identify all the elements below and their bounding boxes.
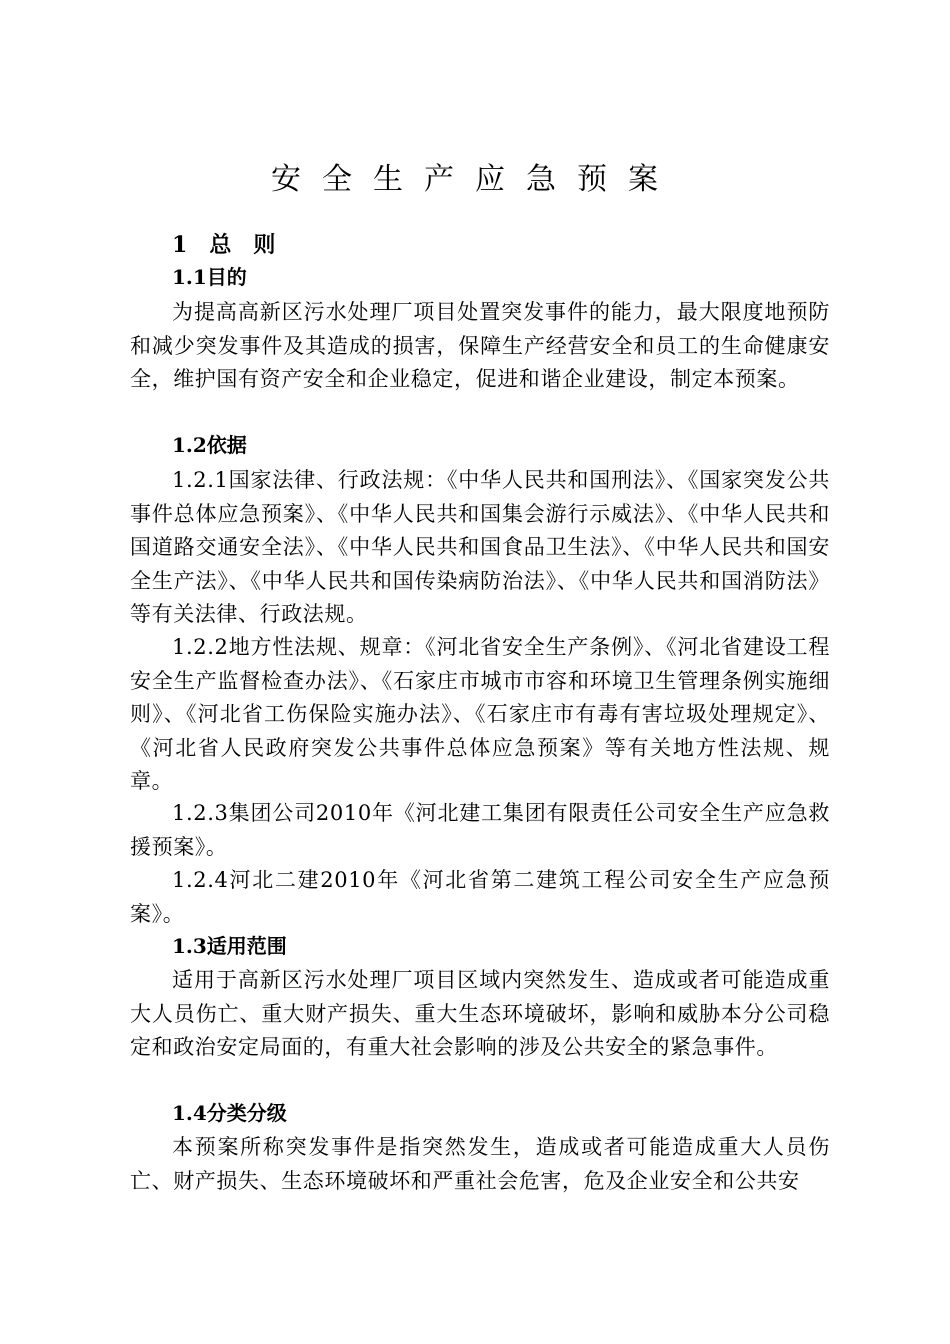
paragraph-classification: 本预案所称突发事件是指突然发生，造成或者可能造成重大人员伤亡、财产损失、生态环境破坏和严重社会危害，危及企业安全和公共安 — [130, 1135, 830, 1193]
paragraph-basis-2: 1.2.2地方性法规、规章：《河北省安全生产条例》、《河北省建设工程安全生产监督检查办法》、《石家庄市城市市容和环境卫生管理条例实施细则》、《河北省工伤保险实施办法》、《石家庄市有毒有害垃圾处理规定》、《河北省人民政府突发公共事件总体应急预案》等有关地方性法规、规章。 — [130, 635, 830, 793]
paragraph-scope: 适用于高新区污水处理厂项目区域内突然发生、造成或者可能造成重大人员伤亡、重大财产损失、重大生态环境破坏，影响和威胁本分公司稳定和政治安定局面的，有重大社会影响的涉及公共安全的紧急事件。 — [130, 968, 830, 1059]
heading-1-3: 1.3适用范围 — [172, 934, 287, 958]
paragraph-basis-4: 1.2.4河北二建2010年《河北省第二建筑工程公司安全生产应急预案》。 — [130, 868, 830, 926]
paragraph-basis-3: 1.2.3集团公司2010年《河北建工集团有限责任公司安全生产应急救援预案》。 — [130, 801, 830, 859]
heading-1-1: 1.1目的 — [172, 265, 247, 289]
section-title: 总 则 — [209, 232, 276, 258]
document-title: 安全生产应急预案 — [271, 162, 679, 197]
paragraph-basis-1: 1.2.1国家法律、行政法规：《中华人民共和国刑法》、《国家突发公共事件总体应急预案》、《中华人民共和国集会游行示威法》、《中华人民共和国道路交通安全法》、《中华人民共和国食品卫生法》、《中华人民共和国安全生产法》、《中华人民共和国传染病防治法》、《中华人民共和国消防法》等有关法律、行政法规。 — [130, 468, 830, 626]
heading-1-2: 1.2依据 — [172, 433, 247, 457]
heading-1-4: 1.4分类分级 — [172, 1101, 287, 1125]
paragraph-purpose: 为提高高新区污水处理厂项目处置突发事件的能力，最大限度地预防和减少突发事件及其造成的损害，保障生产经营安全和员工的生命健康安全，维护国有资产安全和企业稳定，促进和谐企业建设，制定本预案。 — [130, 300, 830, 391]
section-number: 1 — [172, 232, 188, 258]
section-1-heading — [172, 230, 275, 260]
